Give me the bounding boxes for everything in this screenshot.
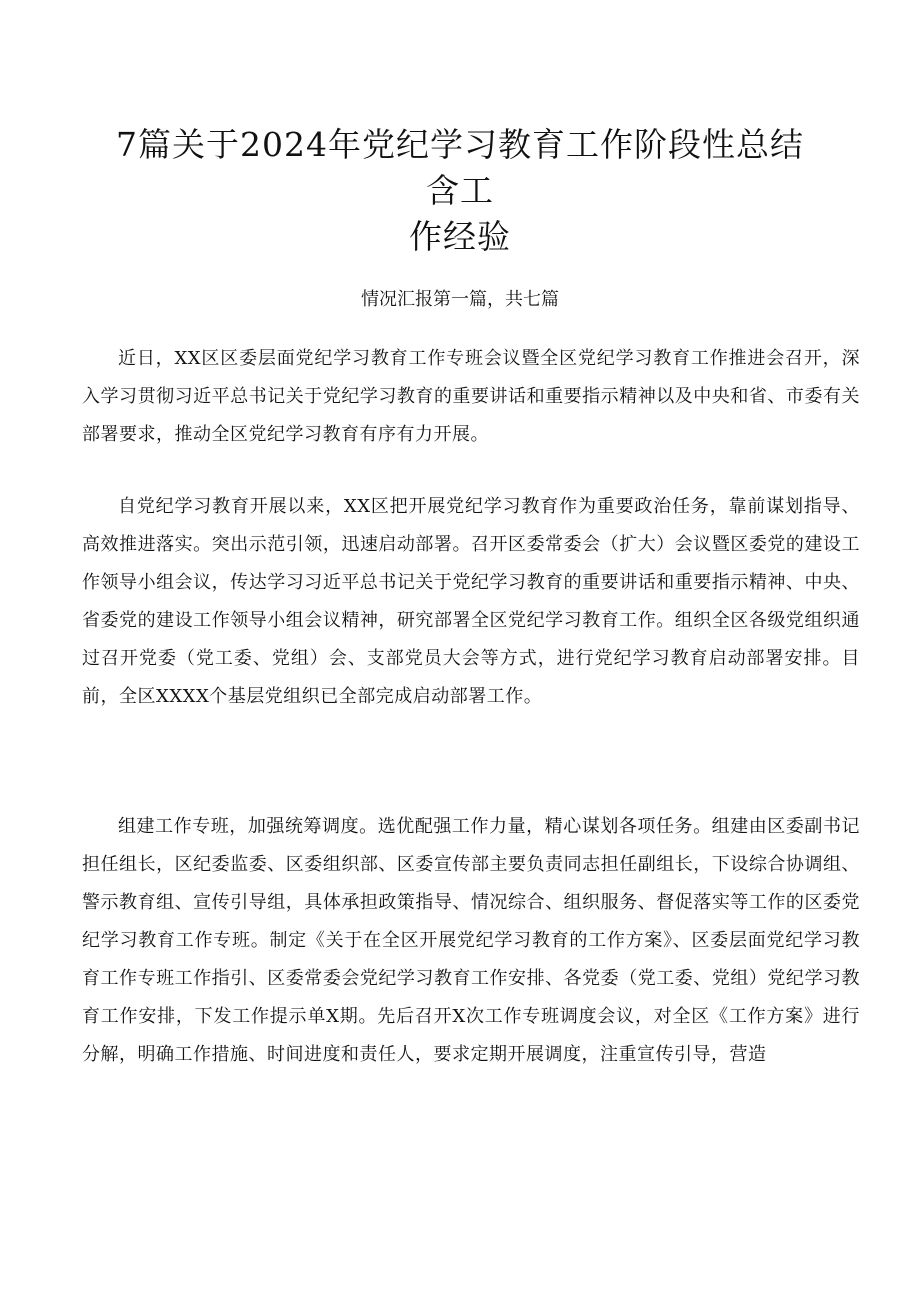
paragraph-2: 自党纪学习教育开展以来，XX区把开展党纪学习教育作为重要政治任务，靠前谋划指导、高效推进落实。突出示范引领，迅速启动部署。召开区委常委会（扩大）会议暨区委党的建设工作领导小组会议，传达学习习近平总书记关于党纪学习教育的重要讲话和重要指示精神、中央、省委党的建设工作领导小组会议精神，研究部署全区党纪学习教育工作。组织全区各级党组织通过召开党委（党工委、党组）会、支部党员大会等方式，进行党纪学习教育启动部署安排。目前，全区XXXX个基层党组织已全部完成启动部署工作。 (82, 496, 860, 707)
title-line-1: 7篇关于2024年党纪学习教育工作阶段性总结含工 (116, 125, 804, 210)
title-line-2: 作经验 (409, 217, 511, 256)
paragraph-3: 组建工作专班，加强统筹调度。选优配强工作力量，精心谋划各项任务。组建由区委副书记担任组长，区纪委监委、区委组织部、区委宣传部主要负责同志担任副组长，下设综合协调组、警示教育组、宣传引导组，具体承担政策指导、情况综合、组织服务、督促落实等工作的区委党纪学习教育工作专班。制定《关于在全区开展党纪学习教育的工作方案》、区委层面党纪学习教育工作专班工作指引、区委常委会党纪学习教育工作安排、各党委（党工委、党组）党纪学习教育工作安排，下发工作提示单X期。先后召开X次工作专班调度会议，对全区《工作方案》进行分解，明确工作措施、时间进度和责任人，要求定期开展调度，注重宣传引导，营造 (82, 816, 860, 1065)
document-title (100, 122, 820, 260)
paragraph-1: 近日，XX区区委层面党纪学习教育工作专班会议暨全区党纪学习教育工作推进会召开，深入学习贯彻习近平总书记关于党纪学习教育的重要讲话和重要指示精神以及中央和省、市委有关部署要求，推动全区党纪学习教育有序有力开展。 (82, 348, 860, 445)
document-subtitle: 情况汇报第一篇，共七篇 (361, 289, 559, 310)
